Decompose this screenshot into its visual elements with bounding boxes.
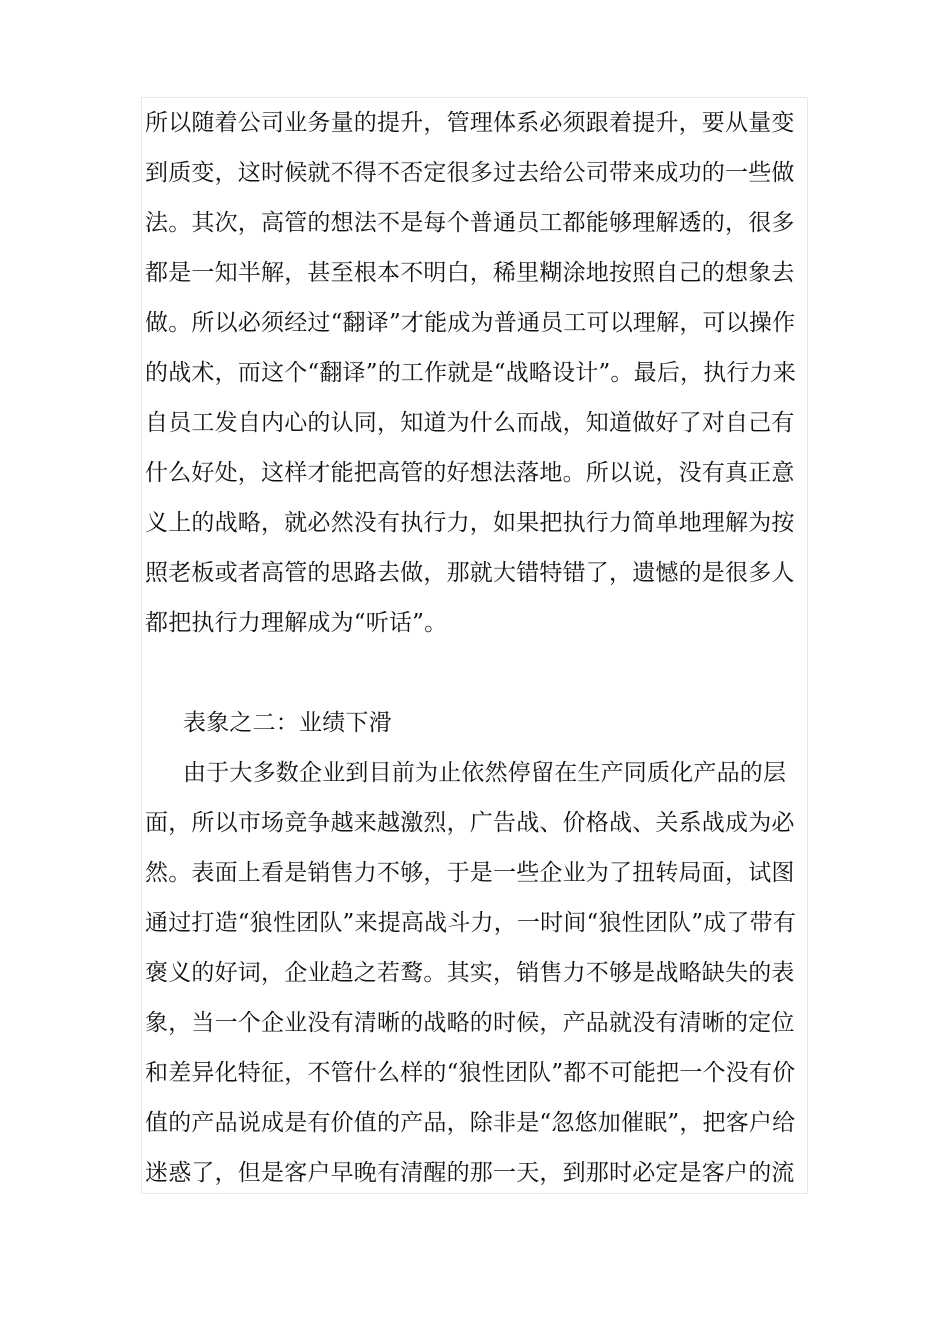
- text-line: 到质变，这时候就不得不否定很多过去给公司带来成功的一些做: [145, 160, 795, 186]
- text-line: 的战术，而这个“翻译”的工作就是“战略设计”。最后，执行力来: [145, 360, 797, 386]
- text-line: 面，所以市场竞争越来越激烈，广告战、价格战、关系战成为必: [145, 810, 795, 836]
- text-line: 通过打造“狼性团队”来提高战斗力，一时间“狼性团队”成了带有: [145, 910, 797, 936]
- section-heading-block: [145, 698, 809, 748]
- text-line: 然。表面上看是销售力不够，于是一些企业为了扭转局面，试图: [145, 860, 795, 886]
- text-line: 都是一知半解，甚至根本不明白，稀里糊涂地按照自己的想象去: [145, 260, 795, 286]
- paragraph-spacer: [145, 648, 809, 698]
- text-line: 和差异化特征，不管什么样的“狼性团队”都不可能把一个没有价: [145, 1060, 796, 1086]
- text-line: 所以随着公司业务量的提升，管理体系必须跟着提升，要从量变: [145, 110, 795, 136]
- text-line: 值的产品说成是有价值的产品，除非是“忽悠加催眠”，把客户给: [145, 1110, 796, 1136]
- document-body: [145, 98, 809, 1198]
- text-line: 自员工发自内心的认同，知道为什么而战，知道做好了对自己有: [145, 410, 795, 436]
- paragraph-1: [145, 98, 809, 648]
- text-line: 法。其次，高管的想法不是每个普通员工都能够理解透的，很多: [145, 210, 795, 236]
- text-line: 都把执行力理解成为“听话”。: [145, 610, 448, 636]
- text-line: 由于大多数企业到目前为止依然停留在生产同质化产品的层: [183, 760, 787, 786]
- text-line: 什么好处，这样才能把高管的好想法落地。所以说，没有真正意: [145, 460, 795, 486]
- text-line: 做。所以必须经过“翻译”才能成为普通员工可以理解，可以操作: [145, 310, 796, 336]
- paragraph-2: [145, 748, 809, 1198]
- text-line: 迷惑了，但是客户早晚有清醒的那一天，到那时必定是客户的流: [145, 1160, 795, 1186]
- text-line: 义上的战略，就必然没有执行力，如果把执行力简单地理解为按: [145, 510, 795, 536]
- text-line: 褒义的好词，企业趋之若鹜。其实，销售力不够是战略缺失的表: [145, 960, 795, 986]
- text-line: 象，当一个企业没有清晰的战略的时候，产品就没有清晰的定位: [145, 1010, 795, 1036]
- text-line: 照老板或者高管的思路去做，那就大错特错了，遗憾的是很多人: [145, 560, 795, 586]
- section-heading: 表象之二：业绩下滑: [183, 710, 392, 736]
